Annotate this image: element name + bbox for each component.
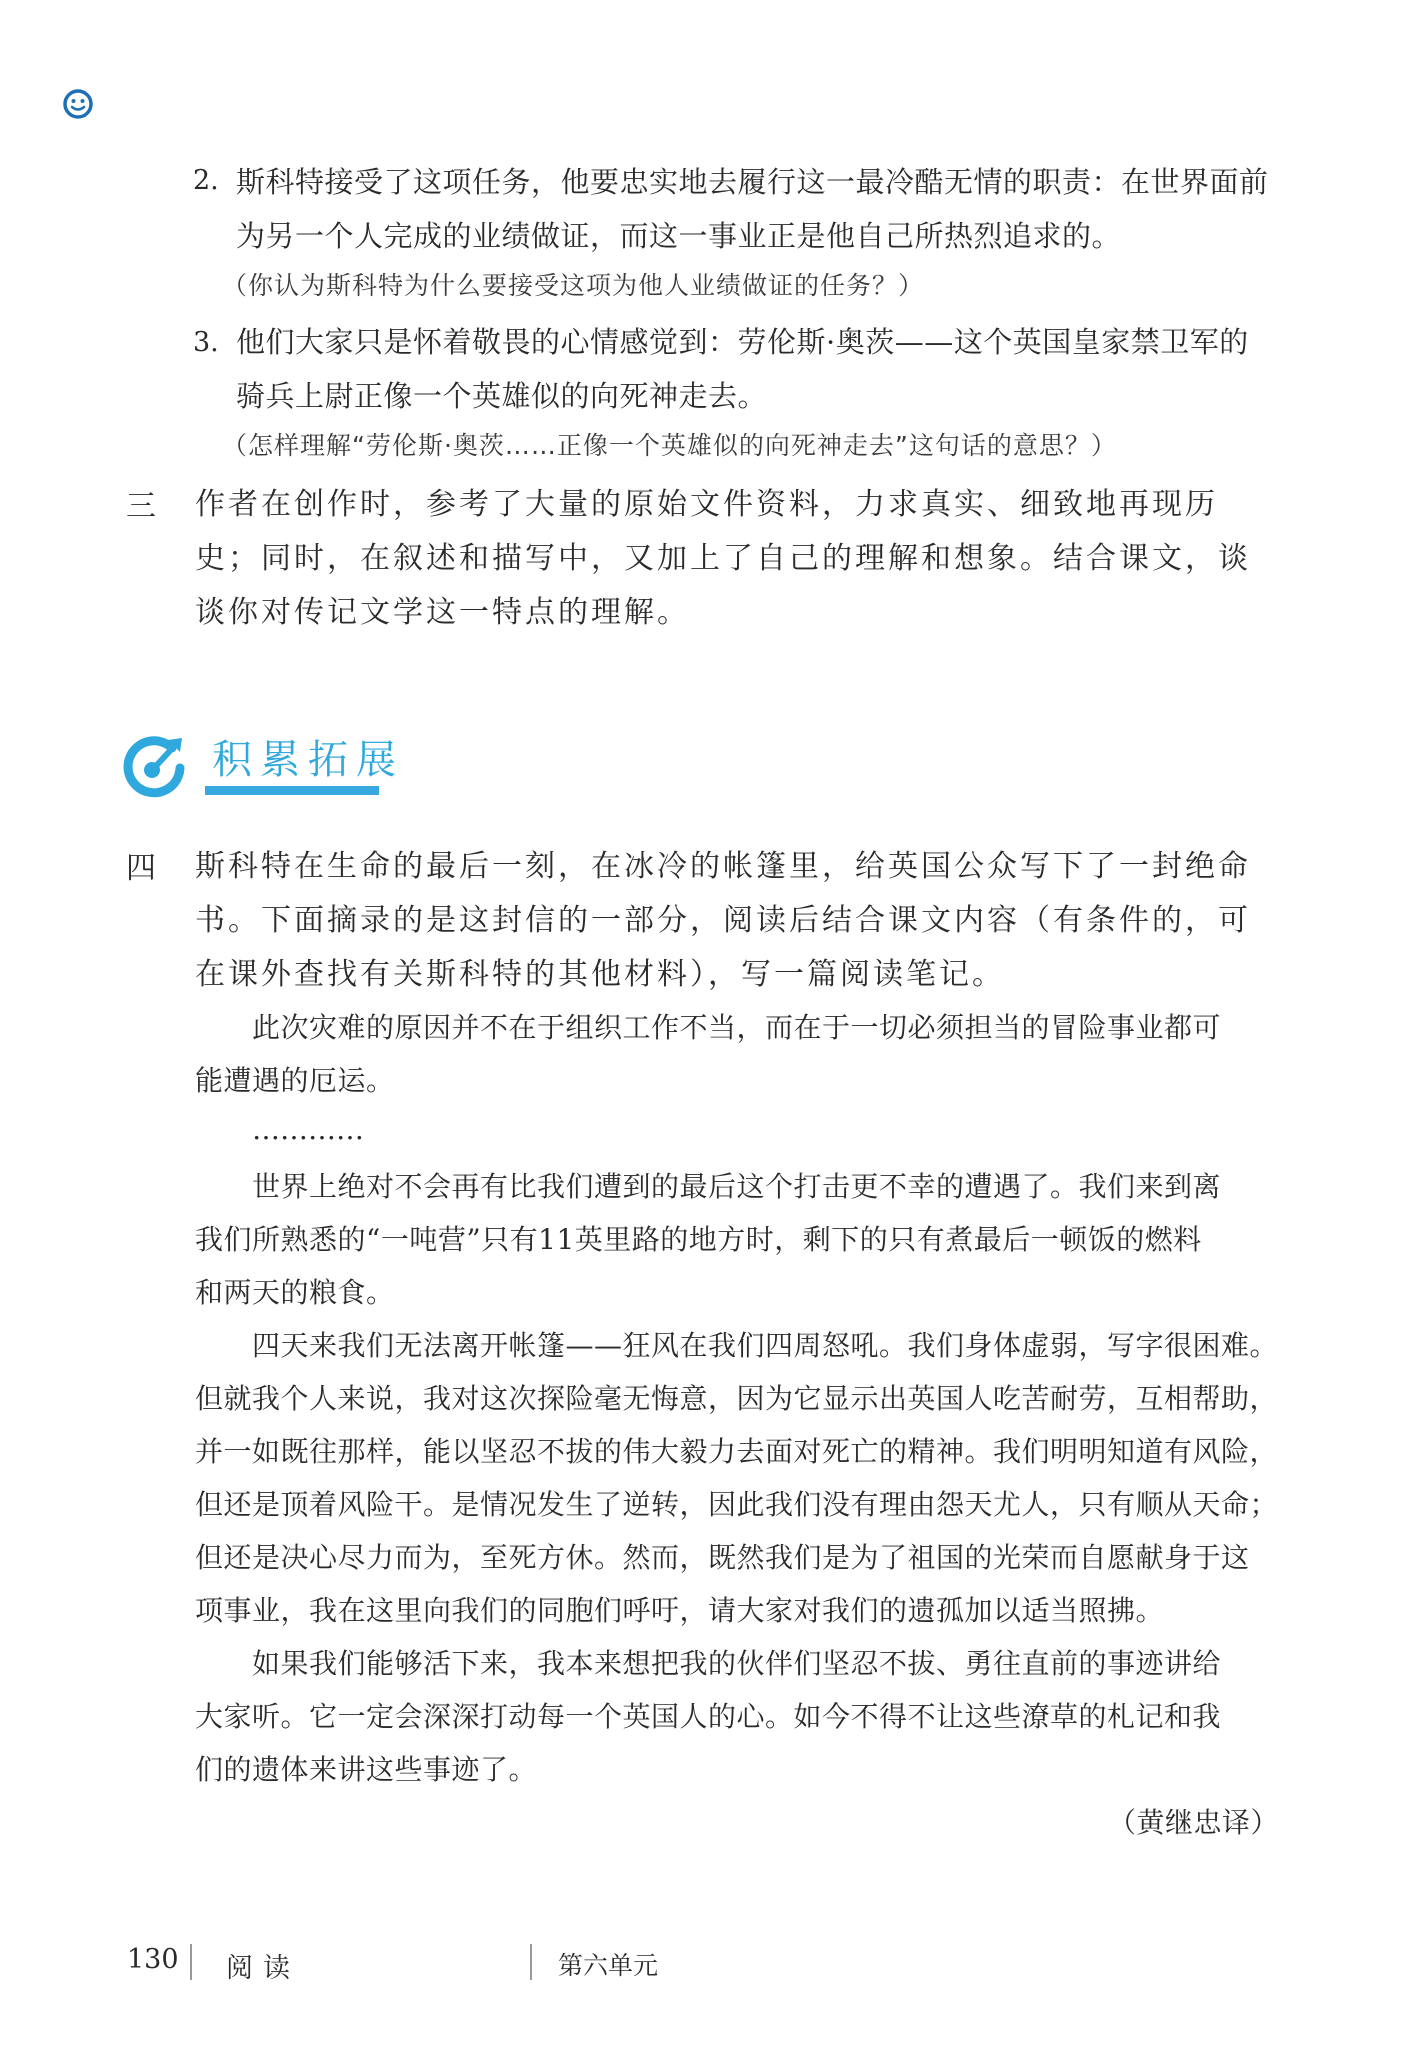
excerpt-p3-line-1: 四天来我们无法离开帐篷——狂风在我们四周怒吼。我们身体虚弱，写字很困难。: [252, 1329, 1279, 1362]
section-underline: [205, 786, 379, 795]
refresh-target-icon: [122, 734, 190, 802]
question-3-line-1: 他们大家只是怀着敬畏的心情感觉到：劳伦斯·奥茨——这个英国皇家禁卫军的: [236, 325, 1249, 359]
excerpt-ellipsis: …………: [252, 1113, 364, 1146]
question-3-line-2: 骑兵上尉正像一个英雄似的向死神走去。: [236, 379, 768, 413]
excerpt-p4-line-3: 们的遗体来讲这些事迹了。: [195, 1753, 538, 1786]
smiley-icon: [62, 88, 94, 120]
task-4-line-2: 书。下面摘录的是这封信的一部分，阅读后结合课文内容（有条件的，可: [195, 903, 1251, 938]
task-4-number: 四: [126, 851, 156, 886]
task-4-line-1: 斯科特在生命的最后一刻，在冰冷的帐篷里，给英国公众写下了一封绝命: [195, 849, 1251, 884]
question-2-line-2: 为另一个人完成的业绩做证，而这一事业正是他自己所热烈追求的。: [236, 219, 1122, 253]
excerpt-p1-line-2: 能遭遇的厄运。: [195, 1064, 395, 1097]
task-4-line-3: 在课外查找有关斯科特的其他材料），写一篇阅读笔记。: [195, 957, 1005, 992]
excerpt-p4-line-2: 大家听。它一定会深深打动每一个英国人的心。如今不得不让这些潦草的札记和我: [195, 1700, 1222, 1733]
question-2-number: 2.: [193, 165, 219, 196]
footer-unit: 第六单元: [558, 1951, 659, 1980]
question-2-line-1: 斯科特接受了这项任务，他要忠实地去履行这一最冷酷无情的职责：在世界面前: [236, 165, 1269, 199]
translator-credit: （黄继忠译）: [1108, 1806, 1280, 1839]
footer-divider: [530, 1944, 532, 1980]
task-3-line-2: 史；同时，在叙述和描写中，又加上了自己的理解和想象。结合课文，谈: [195, 541, 1251, 576]
excerpt-p3-line-6: 项事业，我在这里向我们的同胞们呼吁，请大家对我们的遗孤加以适当照拂。: [195, 1594, 1165, 1627]
question-3-number: 3.: [193, 327, 219, 358]
footer-section: 阅读: [226, 1953, 300, 1984]
question-2-hint: （你认为斯科特为什么要接受这项为他人业绩做证的任务？）: [222, 271, 925, 300]
excerpt-p2-line-3: 和两天的粮食。: [195, 1276, 395, 1309]
page-number: 130: [127, 1944, 179, 1975]
excerpt-p3-line-3: 并一如既往那样，能以坚忍不拔的伟大毅力去面对死亡的精神。我们明明知道有风险，: [195, 1435, 1279, 1468]
question-3-hint: （怎样理解“劳伦斯·奥茨……正像一个英雄似的向死神走去”这句话的意思？）: [222, 431, 1117, 460]
excerpt-p3-line-4: 但还是顶着风险干。是情况发生了逆转，因此我们没有理由怨天尤人，只有顺从天命；: [195, 1488, 1279, 1521]
excerpt-p2-line-2: 我们所熟悉的“一吨营”只有11英里路的地方时，剩下的只有煮最后一顿饭的燃料: [195, 1223, 1202, 1256]
task-3-number: 三: [126, 489, 156, 524]
excerpt-p2-line-1: 世界上绝对不会再有比我们遭到的最后这个打击更不幸的遭遇了。我们来到离: [252, 1170, 1222, 1203]
excerpt-p4-line-1: 如果我们能够活下来，我本来想把我的伙伴们坚忍不拔、勇往直前的事迹讲给: [252, 1647, 1222, 1680]
excerpt-p1-line-1: 此次灾难的原因并不在于组织工作不当，而在于一切必须担当的冒险事业都可: [252, 1011, 1222, 1044]
section-title: 积累拓展: [212, 737, 404, 783]
task-3-line-3: 谈你对传记文学这一特点的理解。: [195, 595, 690, 630]
task-3-line-1: 作者在创作时，参考了大量的原始文件资料，力求真实、细致地再现历: [195, 487, 1218, 522]
excerpt-p3-line-2: 但就我个人来说，我对这次探险毫无悔意，因为它显示出英国人吃苦耐劳，互相帮助，: [195, 1382, 1279, 1415]
footer-divider: [190, 1944, 192, 1980]
excerpt-p3-line-5: 但还是决心尽力而为，至死方休。然而，既然我们是为了祖国的光荣而自愿献身于这: [195, 1541, 1250, 1574]
